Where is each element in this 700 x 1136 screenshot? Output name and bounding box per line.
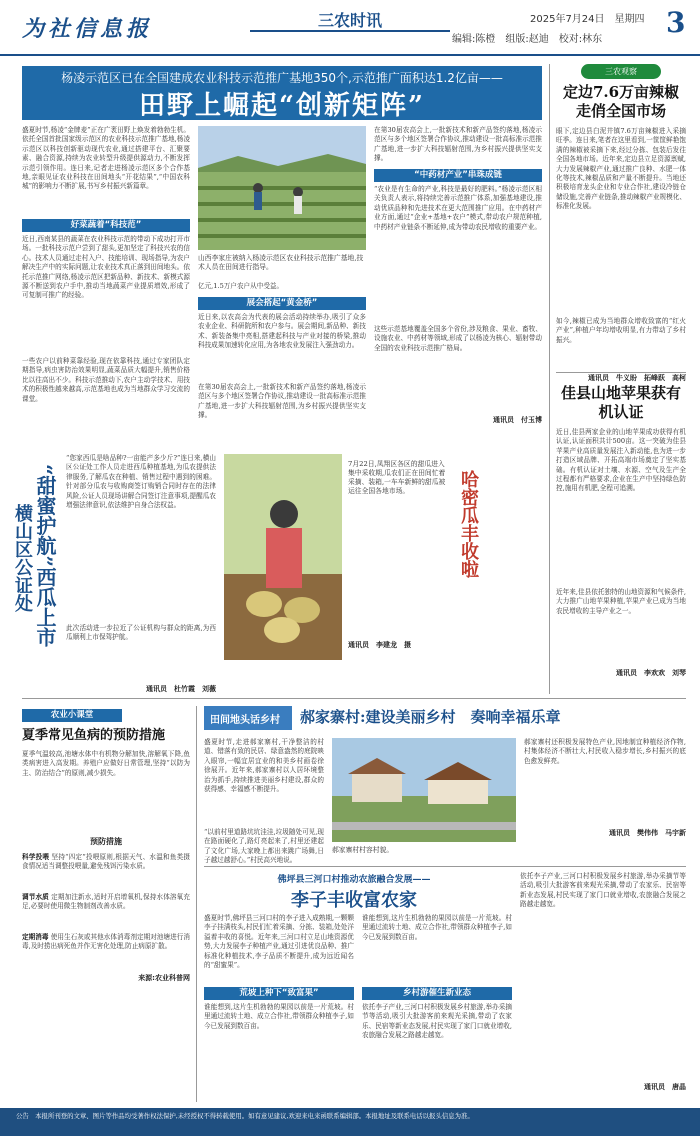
lead-author: 通讯员 付玉博 (493, 416, 542, 424)
section3-column-2 (362, 914, 512, 1093)
lead-subhead: “中药材产业”串珠成链 (374, 169, 542, 182)
article-body: “以前村里道路坑坑洼洼,垃圾随处可见,现在路面硬化了,路灯亮起来了,村里还建起了文化广场,大家晚上都出来跳广场舞,日子越过越舒心。”村民高兴地说。 (204, 828, 324, 865)
tips-item: 调节水质 定期加注新水,适时开启增氧机,保持水体溶氧充足,必要时使用微生物制剂改善水质。 (22, 893, 190, 911)
lead-photo-caption: 山西李家庄被纳入杨凌示范区农业科技示范推广基地,技术人员在田间进行指导。 (198, 254, 364, 271)
lead-subtitle: 杨凌示范区已在全国建成农业科技示范推广基地350个,示范推广面积达1.2亿亩—— (61, 71, 503, 85)
section3-column-3 (520, 872, 686, 1092)
lead-paragraph: “农业是有生命的产业,科技是最好的肥料。”杨凌示范区相关负责人表示,将持续完善示范推广体系,加强基地建设,推动优质品种和先进技术在更大范围推广应用。在中药材产业方面,通过“企业+基地+农户”模式,带动农户规范种植,中药材产业链条不断延伸,成为带动农民增收的重要产业。 (374, 185, 542, 231)
section-divider (22, 698, 686, 699)
lead-paragraph: 这些示范基地覆盖全国多个省份,涉及粮食、果业、畜牧、设施农业、中药材等领域,形成了以杨凌为核心、辐射带动全国的农业科技示范推广格局。 (374, 325, 542, 352)
tianmi-article (66, 454, 216, 694)
tips-header: 农业小课堂 (22, 709, 122, 722)
section2-photo (332, 738, 516, 842)
article-body: 眼下,定边县白泥井镇7.6万亩辣椒进入采摘旺季。连日来,笔者在这里看到,一筐筐鲜艳饱满的辣椒被采摘下来,经过分拣、包装后发往全国各地市场。近年来,定边县立足资源禀赋,大力发展辣椒产业,通过推广良种、水肥一体化等技术,辣椒品质和产量不断提升。当地还积极培育龙头企业和专业合作社,建设冷链仓储设施,完善产业链条,推动辣椒产业规模化、标准化发展。 (556, 127, 686, 211)
article-title: 佳县山地苹果获有机认证 (560, 384, 681, 421)
lead-paragraph: 在第30届农高会上,一批新技术和新产品签约落地,杨凌示范区与多个地区签署合作协议,推动建设一批高标准示范推广基地,进一步扩大科技辐射范围,为乡村振兴提供坚实支撑。 (198, 383, 366, 420)
tips-item: 科学投喂 坚持“四定”投喂原则,根据天气、水温和鱼类摄食情况适当调整投喂量,避免残饵污染水质。 (22, 853, 190, 871)
lead-paragraph: 一些农户以前种菜靠经验,现在依靠科技,通过专家团队定期指导,病虫害防治效果明显,蔬菜品质大幅提升,销售价格比以往高出不少。科技示范推动下,农户主动学技术、用技术的积极性越来越高,示范基地也成为当地群众学习交流的课堂。 (22, 357, 190, 403)
article-body: 郝家寨村还积极发展特色产业,因地制宜种植经济作物,村集体经济不断壮大,村民收入稳步增长,乡村振兴的底色愈发鲜亮。 (524, 738, 686, 765)
article-divider (556, 372, 686, 373)
tips-source: 来源:农业科普网 (138, 974, 190, 982)
article-subhead: 乡村游催生新业态 (362, 987, 512, 1000)
section3-column-1 (204, 914, 354, 1093)
article-title: 定边7.6万亩辣椒走俏全国市场 (562, 83, 680, 120)
vertical-headline-org: 横山区公证处 (12, 504, 33, 612)
article-body: 依托李子产业,三河口村积极发展乡村旅游,举办采摘节等活动,吸引大批游客前来观光采摘,带动了农家乐、民宿等新业态发展,村民实现了家门口就业增收,农旅融合发展之路越走越宽。 (520, 872, 686, 909)
newspaper-logo: 为社信息报 (22, 16, 153, 42)
right-article-dingbian (556, 64, 686, 383)
section-banner (204, 706, 292, 730)
article-body: “您家西瓜是啥品种?一亩能产多少斤?”连日来,横山区公证处工作人员走进西瓜种植基地,为瓜农提供法律服务,了解瓜农在种植、销售过程中遇到的困难。针对部分瓜农与收购商签订购销合同时存在的法律风险,公证人员现场讲解合同签订注意事项,提醒瓜农增强法律意识,依法维护自身合法权益。 (66, 454, 216, 510)
editor-credits: 编辑:陈橙 组版:赵迪 校对:林东 (452, 34, 603, 45)
lead-paragraph: 盛夏时节,杨凌“金牌麦”正在广袤田野上焕发着勃勃生机。依托全国首批国家级示范区的农业科技示范推广基地,杨凌示范区以科技创新驱动现代农业,通过搭建平台、汇聚要素、融合资源,持续为农业转型升级提供源动力,不断发挥示范引领作用。连日来,记者走进杨凌示范区多个合作基地,亲眼见证农业科技在田间地头“开花结果”,“中国农科城”的影响力不断扩展,书写乡村振兴新篇章。 (22, 126, 190, 191)
lead-paragraph: 在第30届农高会上,一批新技术和新产品签约落地,杨凌示范区与多个地区签署合作协议,推动建设一批高标准示范推广基地,进一步扩大科技辐射范围,为乡村振兴提供坚实支撑。 (374, 126, 542, 163)
lead-subhead: 展会搭起“黄金桥” (198, 297, 366, 310)
section2-photo-caption: 郝家寨村村容村貌。 (332, 846, 394, 854)
article-body: 谁能想到,这片生机勃勃的果园以前是一片荒坡。村里通过流转土地、成立合作社,带领群众种植李子,如今已发展到数百亩。 (204, 1003, 354, 1030)
tips-item: 定期消毒 使用生石灰或其他水体消毒剂定期对池塘进行消毒,及时捞出病死鱼并作无害化处理,防止病原扩散。 (22, 933, 190, 951)
lead-headline-banner (22, 66, 542, 120)
tips-column (22, 706, 190, 983)
lead-photo (198, 126, 366, 250)
lead-paragraph: 亿元,1.5万户农户从中受益。 (198, 282, 284, 290)
lead-column-2 (198, 126, 366, 443)
article-author: 通讯员 唐晶 (644, 1083, 686, 1091)
page-number: 3 (666, 6, 686, 39)
section3-subtitle: 佛坪县三河口村推动农旅融合发展—— (277, 875, 431, 885)
section3-title: 李子丰收富农家 (291, 890, 417, 911)
lead-column-3 (374, 126, 542, 425)
article-body: 盛夏时节,佛坪县三河口村的李子进入成熟期,一颗颗李子挂满枝头,村民们忙着采摘、分拣、装箱,处处洋溢着丰收的喜悦。近年来,三河口村立足山地资源优势,大力发展李子种植产业,通过引进优良品种、推广标准化种植技术,李子品质不断提升,成为远近闻名的“甜蜜果”。 (204, 914, 354, 970)
column-badge: 三农观察 (581, 64, 661, 79)
section-banner-text: 田间地头话乡村 (210, 715, 280, 726)
section2-column-1 (204, 738, 324, 878)
section2-column-3 (524, 738, 686, 838)
tips-body: 夏季气温较高,池塘水体中有机物分解加快,溶解氧下降,鱼类病害进入高发期。养殖户应做好日常管理,坚持“以防为主、防治结合”的原则,减少损失。 (22, 750, 190, 777)
lead-title: 田野上崛起“创新矩阵” (139, 91, 425, 121)
article-body: 此次活动进一步拉近了公证机构与群众的距离,为西瓜顺利上市保驾护航。 (66, 624, 216, 642)
melon-author: 通讯员 李建龙 摄 (348, 641, 411, 649)
section2-title: 郝家寨村:建设美丽乡村 奏响幸福乐章 (300, 708, 561, 726)
section-divider (204, 866, 686, 867)
section-name: 三农时讯 (317, 11, 382, 30)
tips-subhead: 预防措施 (90, 836, 122, 846)
article-body: 近日,佳县两家企业的山地苹果成功获得有机认证,认证面积共计500亩。这一突破为佳县苹果产业高质量发展注入新动能,也为进一步打造区域品牌、开拓高端市场奠定了坚实基础。有机认证对土壤、水源、空气及生产全过程都有严格要求,企业在生产中坚持绿色防控,施用有机肥,全程可追溯。 (556, 428, 686, 493)
lead-paragraph: 近日,西南某县的蔬菜在农业科技示范的带动下成功打开市场。一批科技示范户尝到了甜头,更加坚定了科技兴农的信心。技术人员通过走村入户、技能培训、现场指导,为农户解决生产中的实际问题,让农业技术真正落到田间地头。依托示范推广网络,杨凌示范区把新品种、新技术、新模式源源不断送到农户手中,推动当地蔬菜产业提质增效,形成了可复制可推广的经验。 (22, 235, 190, 300)
article-body: 如今,辣椒已成为当地群众增收致富的“红火产业”,种植户年均增收明显,有力带动了乡村振兴。 (556, 317, 686, 344)
article-subhead: 荒坡上种下“致富果” (204, 987, 354, 1000)
melon-caption: 7月22日,凤翔区各区的甜瓜进入集中采收期,瓜农们正在田间忙着采摘、装箱,一车车新鲜的甜瓜被运往全国各地市场。 (348, 460, 446, 495)
melon-photo (224, 454, 342, 660)
right-article-jiaxian (556, 380, 686, 678)
article-author: 通讯员 牛义盼 拓峰跃 高柯 (588, 374, 686, 382)
footer-bar (0, 1108, 700, 1136)
vertical-headline: “甜蜜护航”西瓜上市 (33, 464, 57, 648)
article-author: 通讯员 杜竹霞 刘薇 (146, 685, 216, 693)
article-author: 通讯员 樊伟伟 马宇新 (609, 829, 686, 837)
article-body: 近年来,佳县依托独特的山地资源和气候条件,大力推广山地苹果种植,苹果产业已成为当地农民增收的主导产业之一。 (556, 588, 686, 615)
article-author: 通讯员 李欢欢 刘琴 (616, 669, 686, 677)
tips-title: 夏季常见鱼病的预防措施 (22, 728, 166, 743)
article-body: 盛夏时节,走进郝家寨村,干净整洁的村道、错落有致的民居、绿意盎然的庭院映入眼帘,一幅宜居宜业的和美乡村画卷徐徐展开。近年来,郝家寨村以人居环境整治为抓手,持续推进美丽乡村建设,群众的获得感、幸福感不断提升。 (204, 738, 324, 794)
issue-date: 2025年7月24日 星期四 (530, 14, 645, 25)
article-body: 依托李子产业,三河口村积极发展乡村旅游,举办采摘节等活动,吸引大批游客前来观光采摘,带动了农家乐、民宿等新业态发展,村民实现了家门口就业增收,农旅融合发展之路越走越宽。 (362, 1003, 512, 1040)
article-body: 谁能想到,这片生机勃勃的果园以前是一片荒坡。村里通过流转土地、成立合作社,带领群众种植李子,如今已发展到数百亩。 (362, 914, 512, 941)
column-rule (196, 706, 197, 1102)
masthead (0, 0, 700, 56)
lead-subhead: 好菜蔬着“科技范” (22, 219, 190, 232)
melon-vertical-title: 哈密瓜丰收啦 (458, 470, 479, 578)
footer-notice: 公告 本报所刊登的文章、图片等作品均受著作权法保护,未经授权不得转载使用。如有意见建议,欢迎来电来函联系编辑部。本报地址及联系电话以报头信息为准。 (16, 1112, 474, 1120)
lead-paragraph: 近日来,以农高会为代表的展会活动持续举办,吸引了众多农业企业、科研院所和农户参与。展会期间,新品种、新技术、新装备集中亮相,搭建起科技与产业对接的桥梁,推动科技成果加速转化应用,为各地农业发展注入强劲动力。 (198, 313, 366, 350)
column-rule (549, 64, 550, 694)
